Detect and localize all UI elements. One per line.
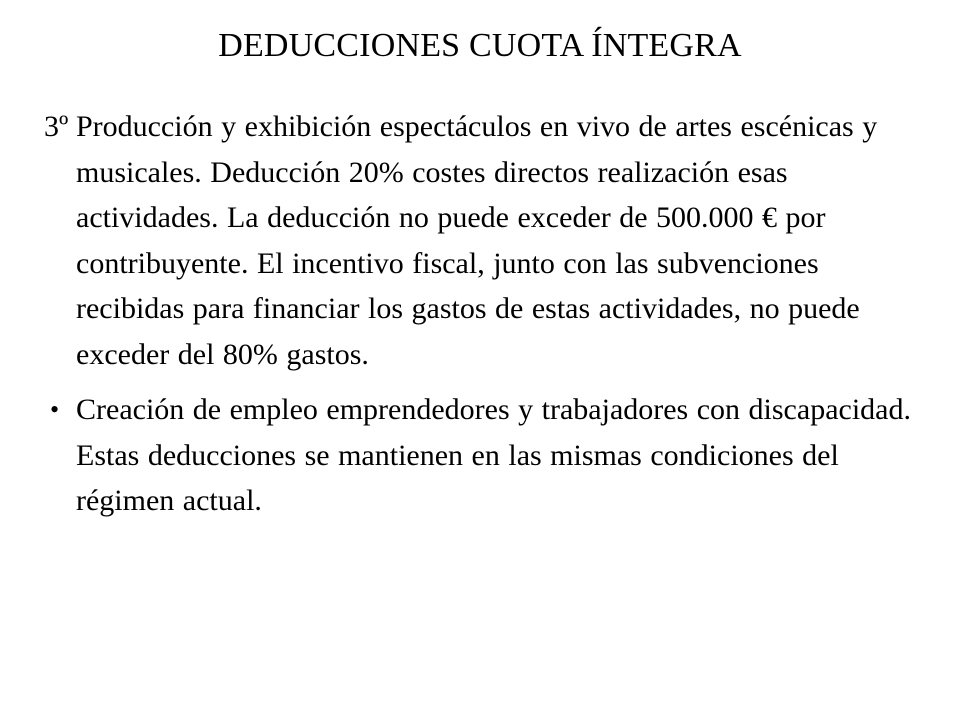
slide-title: DEDUCCIONES CUOTA ÍNTEGRA — [218, 27, 742, 64]
list-item — [44, 387, 924, 524]
bullet-icon: • — [50, 395, 60, 424]
item-text: Creación de empleo emprendedores y trabajadores con discapacidad. Estas deducciones se mantienen en las mismas condiciones del régimen actual. — [76, 393, 911, 517]
item-number-marker: 3º — [44, 110, 69, 143]
list-item — [44, 104, 924, 377]
slide-body — [44, 104, 924, 524]
item-text: Producción y exhibición espectáculos en vivo de artes escénicas y musicales. Deducción 20% costes directos realización esas actividades. La deducción no puede exceder de 500.000 € por contribuyente. El incentivo fiscal, junto con las subvenciones recibidas para financiar los gastos de estas actividades, no puede exceder del 80% gastos. — [76, 110, 878, 371]
